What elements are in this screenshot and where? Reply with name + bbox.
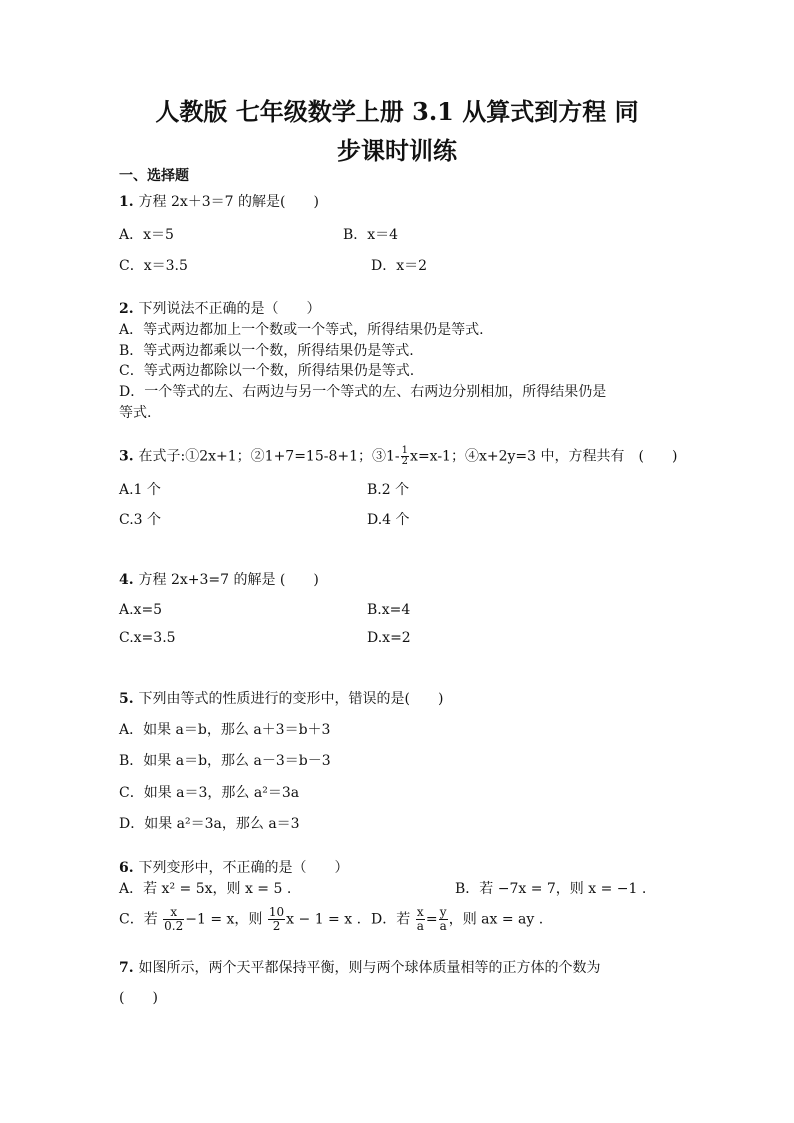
question-4-option-a: A.x=5: [119, 602, 163, 618]
question-6-option-d-b: =: [425, 911, 438, 928]
question-6-option-c-fraction-2: [268, 906, 285, 933]
question-3-stem: [119, 446, 677, 467]
question-3-fraction: [401, 446, 409, 467]
question-2-option-d-line2: 等式.: [119, 405, 152, 421]
question-2-stem: [119, 299, 321, 319]
question-4-stem: [119, 570, 319, 590]
question-2-number: 2.: [119, 301, 139, 317]
question-6-option-c-fraction-2-den: 2: [272, 919, 281, 933]
question-1-option-b: B．x＝4: [343, 227, 399, 243]
question-6-text: 下列变形中，不正确的是（ ）: [138, 860, 349, 876]
question-3-option-a: A.1 个: [119, 482, 161, 498]
section-heading: 一、选择题: [119, 168, 189, 184]
question-1-number: 1.: [119, 194, 139, 210]
question-3-text-b: x=x-1；④x+2y=3 中，方程共有 ( ): [410, 448, 678, 465]
question-7-stem: [119, 958, 601, 978]
question-5-text: 下列由等式的性质进行的变形中，错误的是( ): [138, 691, 444, 707]
question-5-option-b: B．如果 a＝b，那么 a－3＝b－3: [119, 753, 331, 769]
question-6-option-c-fraction-1-num: x: [163, 906, 184, 920]
question-1-option-a: A．x＝5: [119, 227, 174, 243]
question-6-stem: [119, 858, 349, 878]
question-6-option-d-a: D．若: [371, 911, 411, 928]
question-3-number: 3.: [119, 448, 139, 465]
question-5-option-d: D．如果 a²＝3a，那么 a＝3: [119, 816, 300, 832]
question-2-option-b: B．等式两边都乘以一个数，所得结果仍是等式.: [119, 343, 414, 359]
question-6-option-c-fraction-2-num: 10: [268, 905, 285, 919]
question-3-fraction-num: 1: [401, 445, 409, 456]
question-6-option-d-fraction-1-den: a: [416, 919, 424, 933]
question-6-option-d-fraction-1: [416, 906, 425, 933]
question-1-option-c: C．x＝3.5: [119, 258, 188, 274]
question-6-option-d-fraction-2: [439, 906, 448, 933]
question-1-option-d: D．x＝2: [371, 258, 428, 274]
document-title-line2: 步课时训练: [337, 136, 457, 165]
question-6-option-d-fraction-2-den: a: [439, 919, 447, 933]
question-7-text: 如图所示，两个天平都保持平衡，则与两个球体质量相等的正方体的个数为: [138, 960, 601, 976]
question-5-number: 5.: [119, 691, 139, 707]
question-7-paren: ( ): [119, 990, 158, 1006]
question-6-option-a: A．若 x² = 5x，则 x = 5 .: [119, 881, 292, 897]
document-title-line1: 人教版 七年级数学上册 3.1 从算式到方程 同: [155, 97, 639, 126]
question-6-option-d: [371, 906, 543, 933]
question-6-option-c-b: −1 = x，则: [185, 911, 263, 928]
question-3-text-a: 在式子:①2x+1；②1+7=15-8+1；③1-: [138, 448, 400, 465]
question-6-option-c-fraction-1-den: 0.2: [164, 919, 184, 933]
question-3-option-c: C.3 个: [119, 512, 162, 528]
question-3-option-d: D.4 个: [367, 512, 410, 528]
question-4-option-d: D.x=2: [367, 630, 411, 646]
question-6-option-c: [119, 906, 361, 933]
question-6-option-c-c: x − 1 = x .: [286, 911, 362, 928]
question-2-option-c: C．等式两边都除以一个数，所得结果仍是等式.: [119, 363, 415, 379]
question-5-option-a: A．如果 a＝b，那么 a＋3＝b＋3: [119, 722, 331, 738]
question-6-option-d-fraction-1-num: x: [416, 905, 424, 919]
question-4-option-c: C.x=3.5: [119, 630, 176, 646]
question-2-option-d-line1: D．一个等式的左、右两边与另一个等式的左、右两边分别相加，所得结果仍是: [119, 384, 607, 400]
question-5-option-c: C．如果 a＝3，那么 a²＝3a: [119, 785, 300, 801]
question-3-fraction-den: 2: [401, 456, 409, 467]
question-6-number: 6.: [119, 860, 139, 876]
question-4-option-b: B.x=4: [367, 602, 411, 618]
question-6-option-b: B．若 −7x = 7，则 x = −1 .: [455, 881, 647, 897]
question-6-option-d-c: ，则 ax = ay .: [448, 911, 544, 928]
question-4-number: 4.: [119, 572, 139, 588]
question-2-text: 下列说法不正确的是（ ）: [138, 301, 321, 317]
question-1-stem: [119, 192, 319, 212]
question-6-option-c-a: C．若: [119, 911, 158, 928]
question-5-stem: [119, 689, 443, 709]
question-6-option-c-fraction-1: [163, 906, 184, 933]
question-6-option-d-fraction-2-num: y: [439, 905, 447, 919]
question-2-option-a: A．等式两边都加上一个数或一个等式，所得结果仍是等式.: [119, 322, 484, 338]
question-7-number: 7.: [119, 960, 139, 976]
question-3-option-b: B.2 个: [367, 482, 410, 498]
question-1-text: 方程 2x＋3＝7 的解是( ): [138, 194, 319, 210]
question-4-text: 方程 2x+3=7 的解是 ( ): [138, 572, 319, 588]
